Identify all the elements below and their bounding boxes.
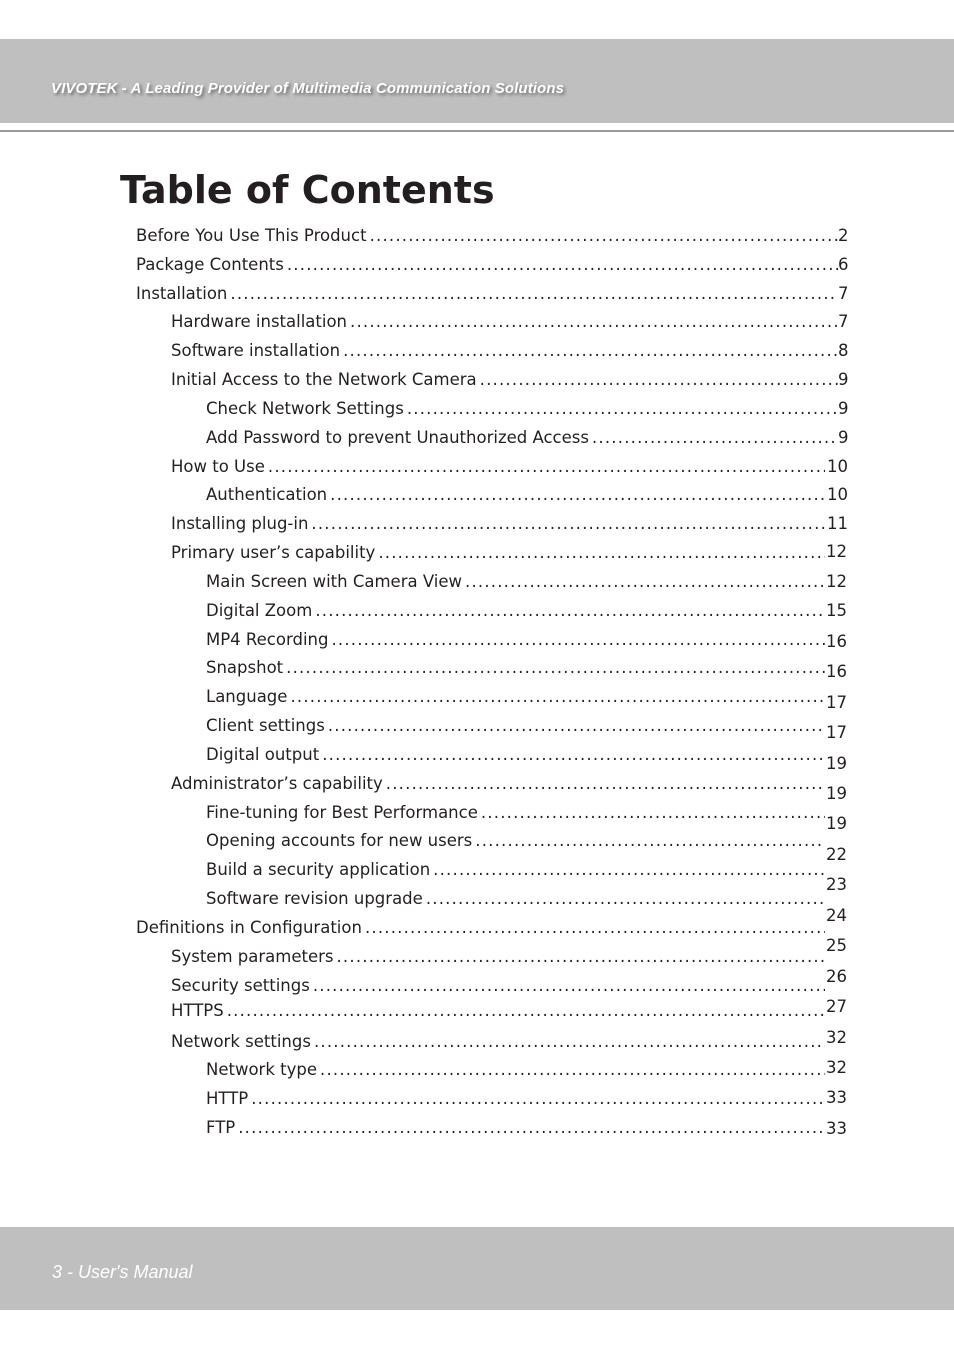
toc-entry[interactable] bbox=[136, 918, 825, 938]
toc-entry-label: Network settings bbox=[171, 1032, 311, 1051]
page-title: Table of Contents bbox=[120, 168, 495, 212]
dot-leader bbox=[286, 658, 825, 678]
toc-entry-label: Software revision upgrade bbox=[206, 889, 423, 908]
toc-entry[interactable] bbox=[171, 947, 825, 967]
toc-entry[interactable] bbox=[171, 457, 825, 477]
toc-page-number: 16 bbox=[826, 632, 847, 651]
toc-entry[interactable] bbox=[171, 341, 838, 361]
dot-leader bbox=[331, 630, 825, 650]
dot-leader bbox=[238, 1118, 825, 1138]
toc-entry[interactable] bbox=[206, 745, 825, 765]
dot-leader bbox=[290, 687, 825, 707]
toc-entry[interactable] bbox=[206, 716, 825, 736]
toc-page-number: 19 bbox=[826, 754, 847, 773]
toc-entry[interactable] bbox=[136, 255, 838, 275]
dot-leader bbox=[343, 341, 838, 361]
dot-leader bbox=[481, 803, 825, 823]
toc-entry-label: Installation bbox=[136, 284, 228, 303]
dot-leader bbox=[426, 889, 825, 909]
toc-entry-label: Opening accounts for new users bbox=[206, 831, 473, 850]
toc-page-number: 6 bbox=[838, 255, 849, 274]
toc-page-number: 9 bbox=[838, 370, 849, 389]
toc-page-number: 33 bbox=[826, 1088, 847, 1107]
toc-entry[interactable] bbox=[171, 370, 838, 390]
toc-entry[interactable] bbox=[136, 284, 838, 304]
toc-page-number: 27 bbox=[826, 997, 847, 1016]
toc-entry-label: Definitions in Configuration bbox=[136, 918, 362, 937]
footer-page-label: 3 - User's Manual bbox=[52, 1262, 193, 1282]
dot-leader bbox=[230, 284, 838, 304]
toc-entry-label: Before You Use This Product bbox=[136, 226, 367, 245]
toc-page-number: 10 bbox=[827, 457, 848, 476]
toc-entry-label: Fine-tuning for Best Performance bbox=[206, 803, 478, 822]
dot-leader bbox=[311, 514, 825, 534]
dot-leader bbox=[314, 1032, 825, 1052]
dot-leader bbox=[350, 312, 838, 332]
toc-entry-label: Primary user’s capability bbox=[171, 543, 376, 562]
toc-page-number: 12 bbox=[826, 572, 847, 591]
toc-entry[interactable] bbox=[206, 803, 825, 823]
toc-entry-label: Network type bbox=[206, 1060, 317, 1079]
dot-leader bbox=[336, 947, 825, 967]
toc-page-number: 22 bbox=[826, 845, 847, 864]
toc-entry[interactable] bbox=[206, 399, 838, 419]
toc-entry[interactable] bbox=[136, 226, 838, 246]
dot-leader bbox=[378, 543, 825, 563]
toc-entry[interactable] bbox=[171, 543, 825, 563]
dot-leader bbox=[592, 428, 838, 448]
dot-leader bbox=[315, 601, 825, 621]
toc-page-number: 23 bbox=[826, 875, 847, 894]
dot-leader bbox=[313, 976, 825, 996]
toc-entry[interactable] bbox=[206, 1060, 825, 1080]
toc-entry-label: Hardware installation bbox=[171, 312, 348, 331]
toc-page-number: 12 bbox=[826, 542, 847, 561]
toc-entry[interactable] bbox=[206, 1118, 825, 1138]
toc-page-number: 2 bbox=[838, 226, 849, 245]
toc-entry-label: MP4 Recording bbox=[206, 630, 329, 649]
toc-page-number: 32 bbox=[826, 1058, 847, 1077]
toc-page-number: 11 bbox=[827, 514, 848, 533]
toc-page-number: 24 bbox=[826, 906, 847, 925]
toc-entry-label: Add Password to prevent Unauthorized Access bbox=[206, 428, 589, 447]
dot-leader bbox=[386, 774, 825, 794]
toc-entry[interactable] bbox=[206, 658, 825, 678]
toc-entry-label: FTP bbox=[206, 1118, 236, 1137]
dot-leader bbox=[365, 918, 825, 938]
toc-entry[interactable] bbox=[171, 514, 825, 534]
toc-page-number: 19 bbox=[826, 784, 847, 803]
toc-page-number: 16 bbox=[826, 662, 847, 681]
dot-leader bbox=[268, 457, 825, 477]
toc-page-number: 8 bbox=[838, 341, 849, 360]
toc-entry[interactable] bbox=[206, 572, 825, 592]
toc-entry[interactable] bbox=[206, 630, 825, 650]
toc-entry-label: Package Contents bbox=[136, 255, 284, 274]
dot-leader bbox=[287, 255, 838, 275]
toc-page-number: 32 bbox=[826, 1028, 847, 1047]
toc-entry-label: Check Network Settings bbox=[206, 399, 404, 418]
toc-entry[interactable] bbox=[171, 1032, 825, 1052]
toc-page-number: 25 bbox=[826, 936, 847, 955]
dot-leader bbox=[433, 860, 825, 880]
toc-entry-label: Administrator’s capability bbox=[171, 774, 383, 793]
toc-entry[interactable] bbox=[206, 687, 825, 707]
toc-page-number: 33 bbox=[826, 1119, 847, 1138]
toc-entry-label: Installing plug-in bbox=[171, 514, 309, 533]
dot-leader bbox=[475, 831, 825, 851]
toc-page-number: 10 bbox=[827, 485, 848, 504]
toc-entry[interactable] bbox=[171, 312, 838, 332]
dot-leader bbox=[328, 716, 825, 736]
toc-entry-label: Language bbox=[206, 687, 288, 706]
toc-entry-label: Main Screen with Camera View bbox=[206, 572, 463, 591]
toc-entry[interactable] bbox=[206, 485, 825, 505]
toc-page-number: 17 bbox=[826, 693, 847, 712]
toc-page-number: 7 bbox=[838, 284, 849, 303]
dot-leader bbox=[407, 399, 838, 419]
toc-entry-label: Authentication bbox=[206, 485, 328, 504]
toc-entry-label: Snapshot bbox=[206, 658, 284, 677]
toc-page-number: 26 bbox=[826, 967, 847, 986]
toc-page-number: 17 bbox=[826, 723, 847, 742]
dot-leader bbox=[370, 226, 838, 246]
toc-entry[interactable] bbox=[206, 831, 825, 851]
toc-entry-label: Build a security application bbox=[206, 860, 431, 879]
toc-entry-label: Software installation bbox=[171, 341, 341, 360]
dot-leader bbox=[322, 745, 825, 765]
toc-entry[interactable] bbox=[206, 601, 825, 621]
dot-leader bbox=[465, 572, 825, 592]
toc-page-number: 7 bbox=[838, 312, 849, 331]
dot-leader bbox=[251, 1089, 825, 1109]
toc-entry-label: HTTPS bbox=[171, 1001, 224, 1020]
dot-leader bbox=[320, 1060, 825, 1080]
toc-entry-label: Client settings bbox=[206, 716, 325, 735]
dot-leader bbox=[480, 370, 838, 390]
toc-entry-label: Security settings bbox=[171, 976, 310, 995]
toc-entry[interactable] bbox=[171, 1001, 825, 1021]
toc-page-number: 9 bbox=[838, 399, 849, 418]
toc-entry[interactable] bbox=[206, 1089, 825, 1109]
toc-entry-label: How to Use bbox=[171, 457, 265, 476]
toc-entry[interactable] bbox=[171, 774, 825, 794]
dot-leader bbox=[330, 485, 825, 505]
toc-entry-label: HTTP bbox=[206, 1089, 249, 1108]
toc-entry[interactable] bbox=[206, 889, 825, 909]
dot-leader bbox=[227, 1001, 825, 1021]
toc-entry[interactable] bbox=[206, 860, 825, 880]
toc-entry-label: Initial Access to the Network Camera bbox=[171, 370, 477, 389]
toc-entry-label: Digital Zoom bbox=[206, 601, 313, 620]
toc-entry[interactable] bbox=[206, 428, 838, 448]
toc-page-number: 19 bbox=[826, 814, 847, 833]
toc-entry-label: Digital output bbox=[206, 745, 320, 764]
header-tagline: VIVOTEK - A Leading Provider of Multimedia Communication Solutions bbox=[51, 80, 565, 97]
toc-entry[interactable] bbox=[171, 976, 825, 996]
toc-page-number: 9 bbox=[838, 428, 849, 447]
toc-page-number: 15 bbox=[826, 601, 847, 620]
toc-entry-label: System parameters bbox=[171, 947, 334, 966]
